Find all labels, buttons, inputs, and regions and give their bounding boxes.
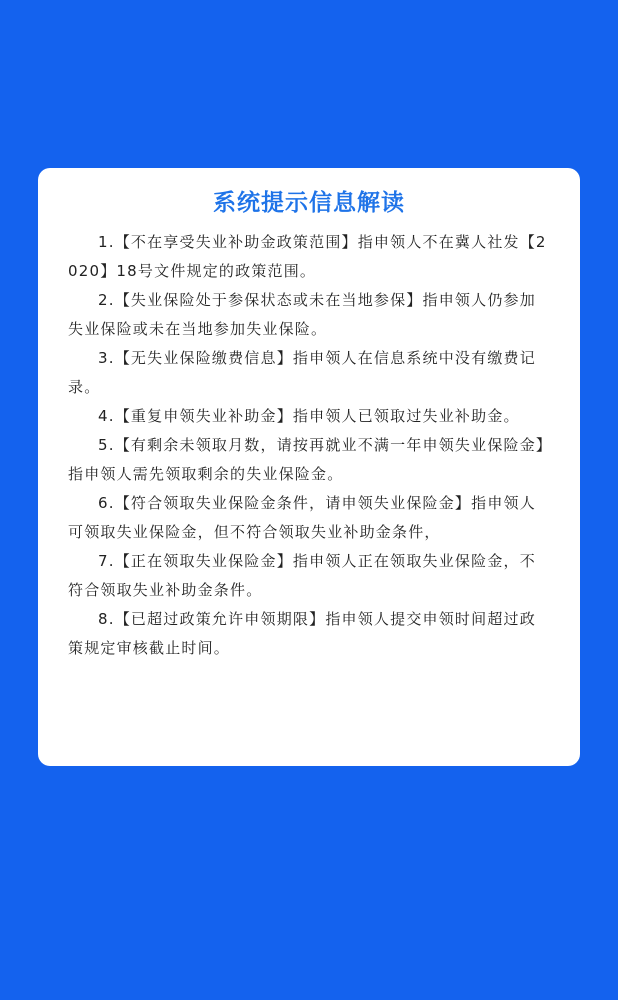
list-item-7: 7.【正在领取失业保险金】指申领人正在领取失业保险金，不符合领取失业补助金条件。 xyxy=(68,552,536,599)
card-title: 系统提示信息解读 xyxy=(213,190,405,216)
info-card xyxy=(38,168,580,766)
list-item-1: 1.【不在享受失业补助金政策范围】指申领人不在冀人社发【2020】18号文件规定的政策范围。 xyxy=(68,233,547,280)
list-item-4: 4.【重复申领失业补助金】指申领人已领取过失业补助金。 xyxy=(98,407,520,425)
list-item-6: 6.【符合领取失业保险金条件，请申领失业保险金】指申领人可领取失业保险金，但不符合领取失业补助金条件， xyxy=(68,494,536,541)
list-item-3: 3.【无失业保险缴费信息】指申领人在信息系统中没有缴费记录。 xyxy=(68,349,536,396)
list-item-5: 5.【有剩余未领取月数，请按再就业不满一年申领失业保险金】指申领人需先领取剩余的失业保险金。 xyxy=(68,436,545,483)
list-item-2: 2.【失业保险处于参保状态或未在当地参保】指申领人仍参加失业保险或未在当地参加失业保险。 xyxy=(68,291,536,338)
list-item-8: 8.【已超过政策允许申领期限】指申领人提交申领时间超过政策规定审核截止时间。 xyxy=(68,610,536,657)
item-list xyxy=(68,228,550,663)
